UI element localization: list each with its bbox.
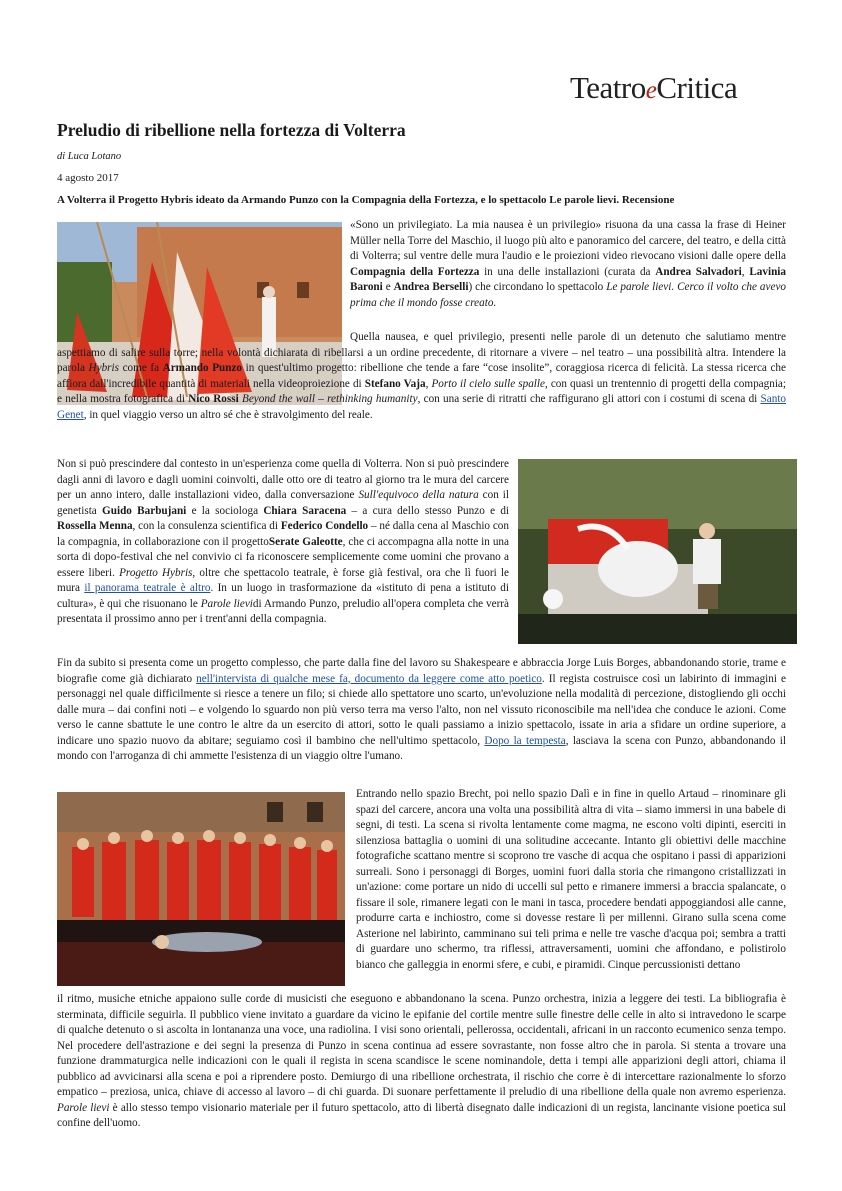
article-byline: di Luca Lotano [57,151,122,162]
article-subtitle: A Volterra il Progetto Hybris ideato da Armando Punzo con la Compagnia della Fortezza, e lo spettacolo Le parole lievi. Recensione [57,194,675,206]
logo-word-critica: Critica [656,70,738,105]
site-logo[interactable] [570,70,737,106]
paragraph-5: Entrando nello spazio Brecht, poi nello spazio Dalì e in fine in quello Artaud – rinominare gli spazi del carcere, ancora una volta una possibilità altra di vita – siamo immersi in una babele di segni, di testi. La scena si rivolta lentamente come magma, ne escono volti dipinti, eserciti in silenziosa battaglia o uomini di una solitudine accecante. Intanto gli obiettivi delle macchine fotografiche scattano mentre si scoprono tre vasche di acqua che ospitano i passi di apparizioni surreali. Sono i personaggi di Borges, uomini fuori dalla storia che rimangono cristallizzati in un'azione: come portare un nido di uccelli sul petto e rimanere immersi a braccia spalancate, o fissare il sole, rimanere legati con le mani in tasca, procedere bendati appoggiandosi alle canne, produrre carta e inchiostro, come si dovesse restare lì per millenni. Girano sulla scena come Asterione nel labirinto, camminano sui teli prima e nelle tre vasche d'acqua poi; sembra a tratti di guardare uno schermo, tra riflessi, attraversamenti, uomini che affondano, e polistirolo bianco che galleggia in enormi sfere, e cubi, e piramidi. Cinque percussionisti dettano [356,788,786,971]
link-intervista[interactable]: nell'intervista di qualche mese fa, documento da leggere come atto poetico [196,672,542,685]
paragraph-4: Fin da subito si presenta come un progetto complesso, che parte dalla fine del lavoro su Shakespeare e abbraccia Jorge Luis Borges, abbandonando storie, trame e biografie come già dichiarato nell'intervista di qualche mese fa, documento da leggere come atto poetico. Il regista costruisce così un labirinto di immagini e personaggi nel quale difficilmente si riesce a tenere un filo; si chiede allo spettatore uno scarto, un'evoluzione nella modalità di percezione, distogliendo gli occhi dalle mura – dai confini noti – e volgendo lo sguardo non più verso terra ma verso l'alto, non nel vissuto riconoscibile ma nell'idea che conduce le azioni. Come verso le canne sbattute le une contro le altre da un esercito di attori, sotto le quali passiamo a inizio spettacolo, issate in aria a sfidare un ordine superiore, a indicare uno spazio nuovo da abitare; seguiamo così il bambino che nell'ultimo spettacolo, Dopo la tempesta, lasciava la scena con Punzo, abbandonando il mondo con l'arroganza di chi ammette l'esistenza di un viaggio oltre l'umano. [57,657,786,762]
logo-word-teatro: Teatro [570,70,646,105]
photo-boy-sculpture [518,459,797,644]
article-date: 4 agosto 2017 [57,172,119,184]
paragraph-2: Quella nausea, e quel privilegio, presenti nelle parole di un detenuto che salutiamo mentre aspettiamo di salire sulla torre; nella volontà dichiarata di ribellarsi a un ordine precedente, di ritornare a vivere – nel teatro – una possibilità altra. Intendere la parola Hybris come fa Armando Punzo in quest'ultimo progetto: ribellione che tende a fare “cose insolite”, coraggiosa ricerca di felicità. La stessa ricerca che affiora dall'incredibile quantità di materiali nella videoproiezione di Stefano Vaja, Porto il cielo sulle spalle, con quasi un trentennio di progetti della compagnia; e nella mostra fotografica di Nico Rossi Beyond the wall – rethinking humanity, con una serie di ritratti che raffigurano gli attori con i costumi di scena di Santo Genet, in quel viaggio verso un altro sé che è stravolgimento del reale. [57,331,787,421]
link-dopo-la-tempesta[interactable]: Dopo la tempesta [484,734,566,747]
photo-red-robes-water [57,792,345,986]
paragraph-1: «Sono un privilegiato. La mia nausea è un privilegio» risuona da una cassa la frase di Heiner Müller nella Torre del Maschio, il luogo più alto e panoramico del carcere, del teatro, e della città di Volterra; sul ventre delle mura l'audio e le proiezioni video rievocano visioni dalle opere della Compagnia della Fortezza in una delle installazioni (curata da Andrea Salvadori, Lavinia Baroni e Andrea Berselli) che circondano lo spettacolo Le parole lievi. Cerco il volto che avevo prima che il mondo fosse creato. [350,219,787,309]
article-title: Preludio di ribellione nella fortezza di Volterra [57,120,406,140]
paragraph-3: Non si può prescindere dal contesto in un'esperienza come quella di Volterra. Non si può prescindere dagli anni di lavoro e dagli uomini coinvolti, dalle otto ore di teatro al giorno tra le mura del carcere per un anno intero, dalle installazioni video, dalla conversazione Sull'equivoco della natura con il genetista Guido Barbujani e la sociologa Chiara Saracena – a cura dello stesso Punzo e di Rossella Menna, con la consulenza scientifica di Federico Condello – né dalla cena al Maschio con la compagnia, in collaborazione con il progettoSerate Galeotte, che ci accompagna alla notte in una sorta di dopo-festival che nel convivio ci fa riconoscere semplicemente come uomini che provano a essere liberi. Progetto Hybris, oltre che spettacolo teatrale, è forse già festival, ora che lì fuori le mura il panorama teatrale è altro. In un luogo in trasformazione da «istituto di pena a istituto di cultura», è qui che risuonano le Parole lievidi Armando Punzo, preludio all'opera completa che verrà presentata il prossimo anno per i trent'anni della compagnia. [57,458,510,625]
paragraph-6: il ritmo, musiche etniche appaiono sulle corde di musicisti che eseguono e abbandonano la scena. Punzo orchestra, inizia a leggere dei testi. La bibliografia è sterminata, difficile seguirla. Il pubblico viene invitato a guardare da vicino le epifanie del cortile mentre sulle finestre delle celle in alto si intravedono le scarpe di qualche detenuto o si ascolta in lontananza una voce, una radiolina. I visi sono orientali, pellerossa, occidentali, africani in un racconto ecumenico senza tempo. Nel procedere dell'astrazione e dei segni la presenza di Punzo in scena continua ad essere sovrastante, non fosse altro che in parola. Si stenta a trovare una funzione drammaturgica nelle indicazioni con le quali il regista in scena scandisce le scene nominandole, detta i tempi alle apparizioni degli attori, chiama il pubblico ad avvicinarsi alla scena e poi a riprendere posto. Demiurgo di una ribellione orchestrata, il rischio che corre è di intercettare razionalmente lo sforzo empatico – preziosa, unica, chiave di accesso al lavoro – di chi guarda. Di suonare perfettamente il preludio di una ribellione della quale non avremo esperienza. Parole lievi è allo stesso tempo visionario materiale per il futuro spettacolo, atto di libertà disegnato dalle indicazioni di un regista, lancinante visione poetica sul confine dell'uomo. [57,993,787,1129]
link-panorama-teatrale[interactable]: il panorama teatrale è altro [84,582,211,594]
logo-letter-e: e [645,77,657,104]
link-santo-genet[interactable]: Santo Genet [57,393,787,421]
